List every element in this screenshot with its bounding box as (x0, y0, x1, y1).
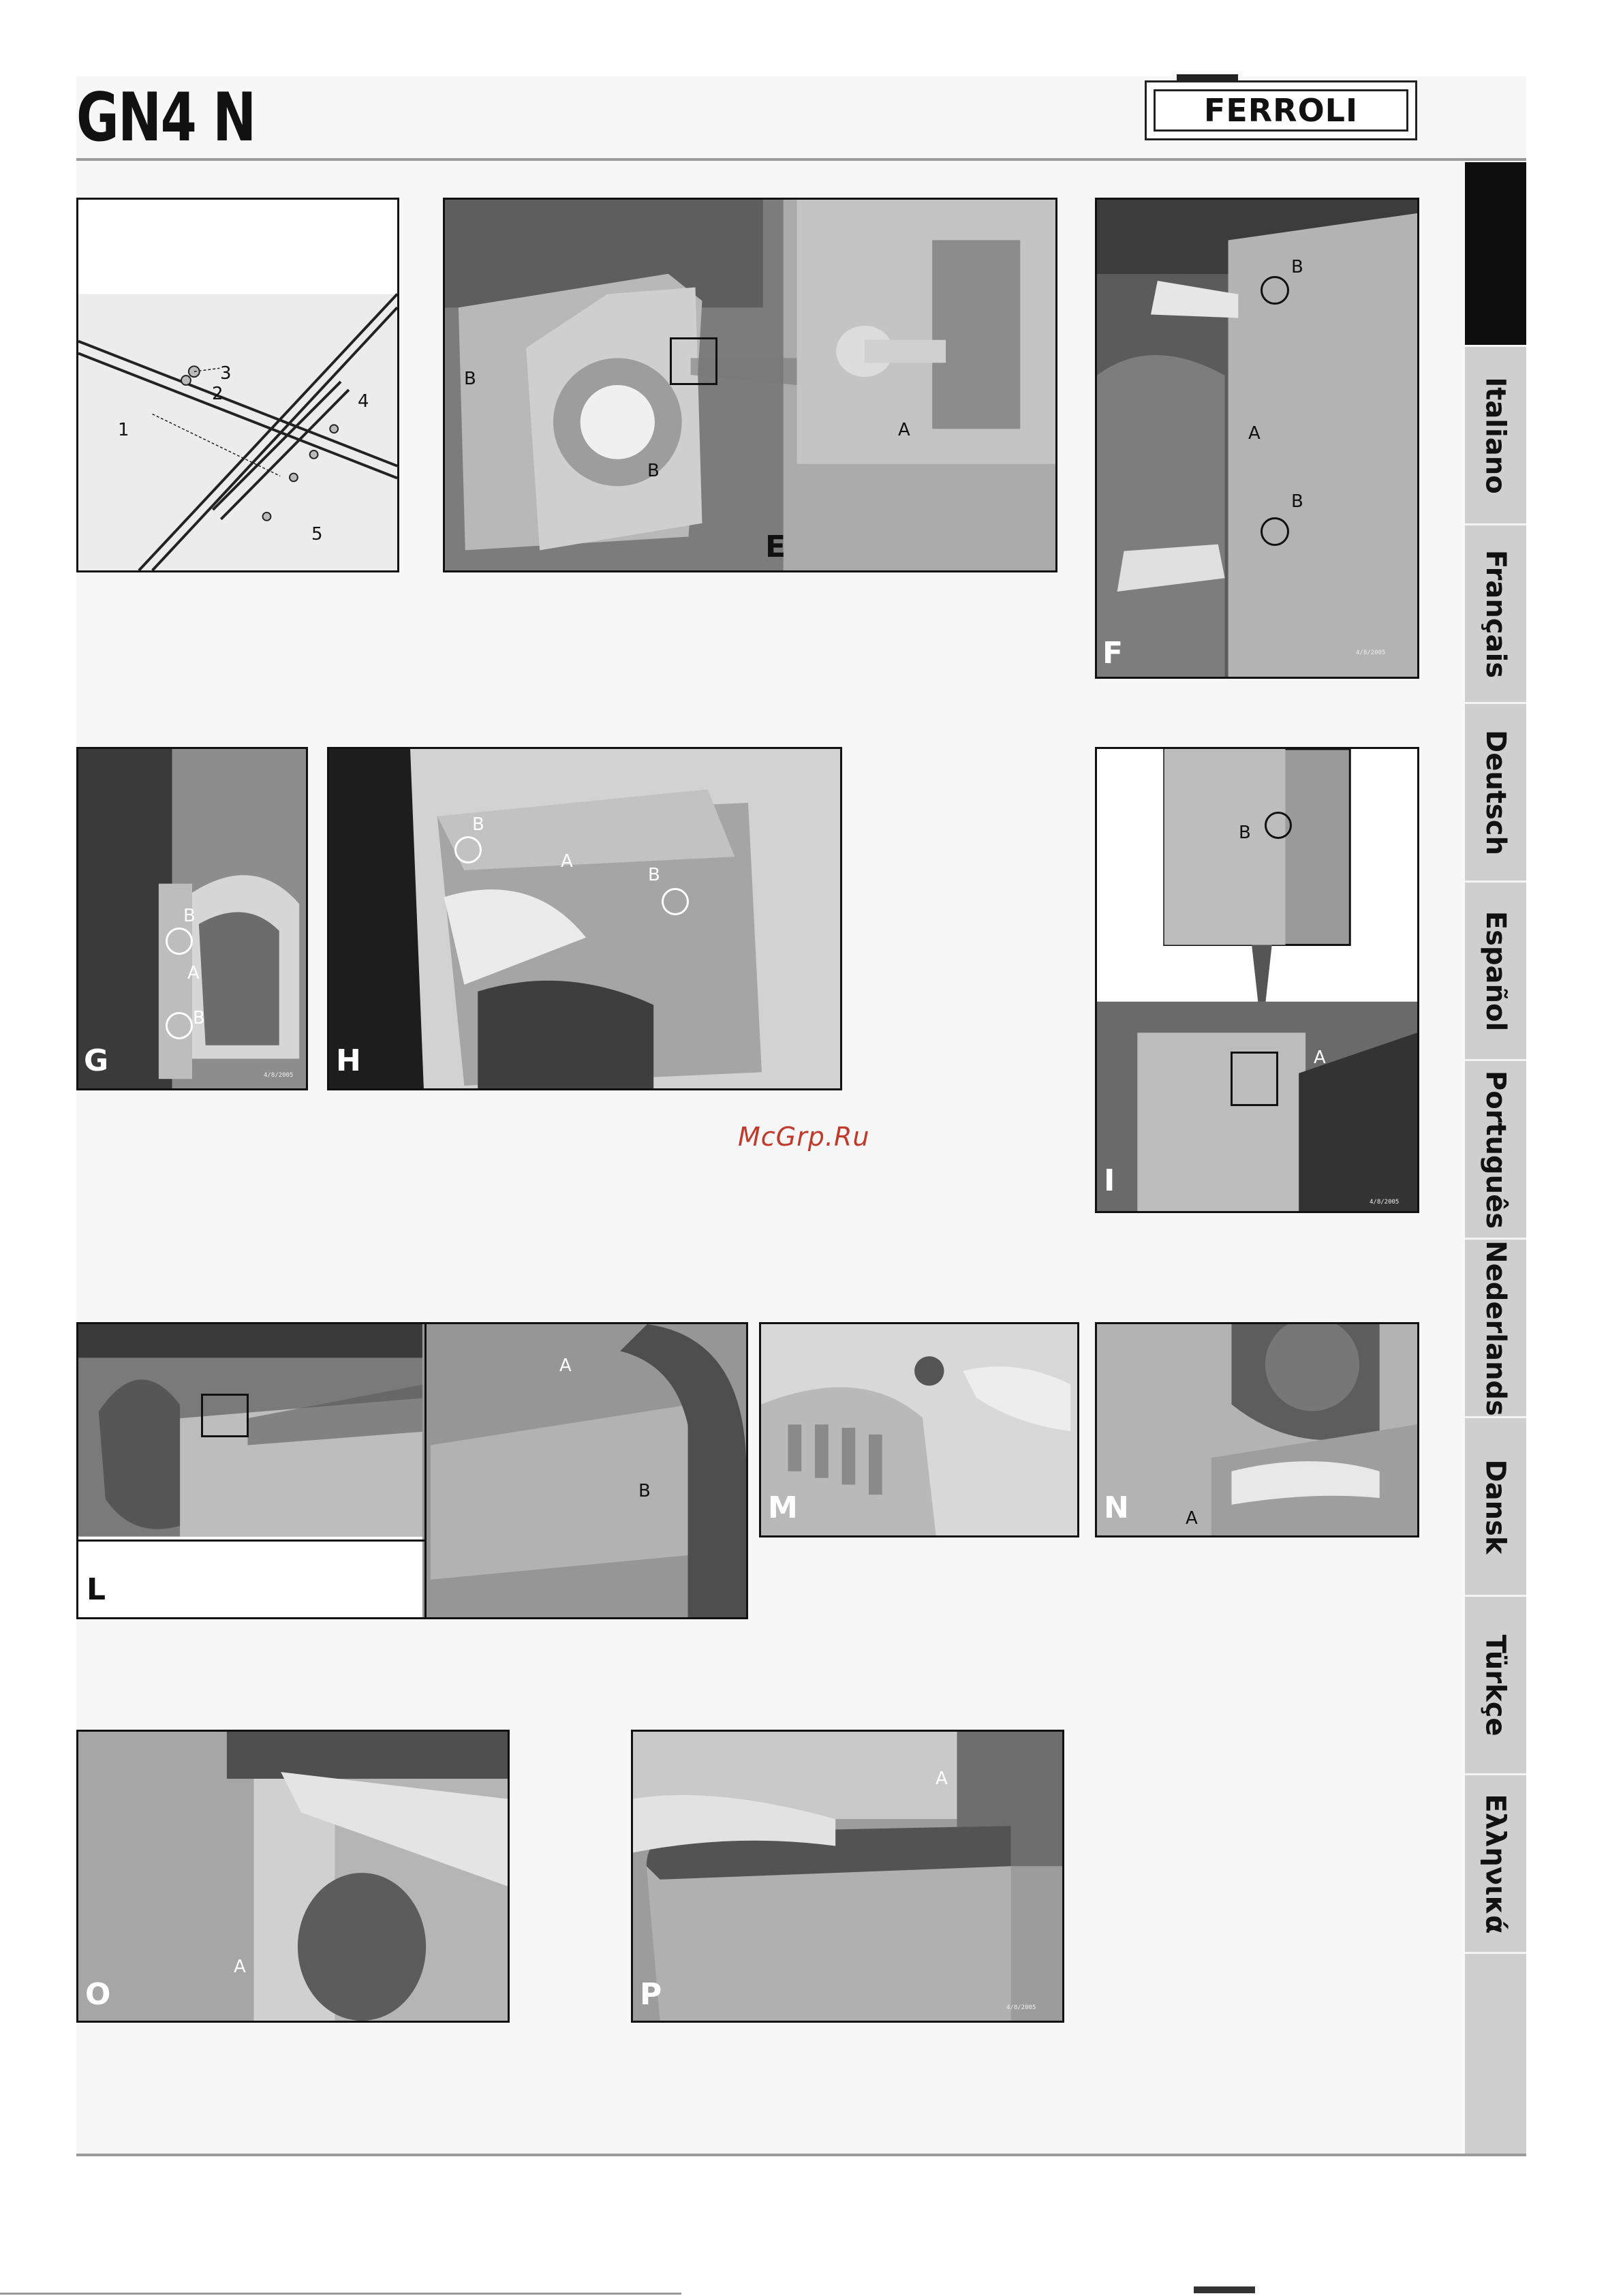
callout-a: A (1314, 1047, 1326, 1068)
callout-a: A (187, 963, 200, 983)
tab-dansk[interactable]: Dansk (1465, 1416, 1526, 1595)
callout-a: A (898, 420, 910, 440)
callout-b-left: B (472, 814, 484, 835)
figure-label-p: P (640, 1977, 662, 2012)
ferroli-logo (1145, 80, 1417, 140)
callout-2: 2 (212, 384, 223, 404)
figure-label-f: F (1102, 636, 1124, 671)
figure-m-photo (759, 1322, 1079, 1537)
logo-flag-mark (1177, 74, 1238, 82)
figure-label-i: I (1104, 1163, 1115, 1198)
figure-label-g: G (84, 1043, 109, 1078)
callout-b-left: B (464, 369, 476, 389)
figure-f-photo (1095, 198, 1419, 679)
photo-date-stamp: 4/8/2005 (1356, 649, 1386, 656)
photo-date-stamp: 4/8/2005 (1006, 2004, 1036, 2011)
screw-marker-b (1265, 812, 1292, 839)
tab-italiano[interactable]: Italiano (1465, 345, 1526, 523)
figure-n-photo (1095, 1322, 1419, 1537)
photo-date-stamp: 4/8/2005 (264, 1072, 294, 1079)
page-title: GN4 N (76, 79, 256, 157)
callout-b-right: B (648, 865, 660, 885)
screw-marker-b-top (166, 928, 193, 955)
figure-l-photo (76, 1322, 748, 1619)
screw-marker-b-bottom (166, 1012, 193, 1039)
callout-b-top: B (1291, 257, 1303, 277)
tab-nederlands[interactable]: Nederlands (1465, 1238, 1526, 1416)
screw-marker-b-top (1261, 276, 1289, 305)
figure-label-m: M (768, 1490, 798, 1525)
tab-ellinika[interactable]: Ελληνικά (1465, 1773, 1526, 1952)
figure-h-photo (327, 747, 842, 1090)
callout-4: 4 (358, 391, 369, 412)
zoom-box (201, 1394, 249, 1437)
callout-b: B (1239, 823, 1251, 843)
panel-divider (78, 1540, 424, 1542)
figure-label-o: O (85, 1977, 111, 2012)
page-edge-rule (0, 2293, 681, 2295)
callout-a: A (1248, 423, 1261, 444)
figure-o-photo (76, 1730, 510, 2023)
callout-b-bottom: B (193, 1008, 205, 1028)
callout-3: 3 (220, 363, 232, 384)
sidebar-header-block (1465, 162, 1526, 345)
screw-marker-b-left (454, 836, 482, 863)
watermark-text: McGrp.Ru (738, 1122, 870, 1152)
zoom-box (1231, 1052, 1278, 1106)
figure-label-e: E (765, 530, 786, 564)
tab-espanol[interactable]: Español (1465, 881, 1526, 1059)
figure-label-h: H (336, 1043, 361, 1078)
callout-b-bottom: B (1291, 491, 1303, 512)
callout-a: A (234, 1957, 246, 1977)
figure-p-photo (631, 1730, 1064, 2023)
callout-5: 5 (311, 524, 323, 545)
callout-b-top: B (183, 906, 196, 926)
zoom-box (670, 337, 717, 385)
tab-francais[interactable]: Français (1465, 523, 1526, 702)
callout-a: A (561, 851, 573, 872)
figure-label-l: L (87, 1572, 106, 1607)
tab-deutsch[interactable]: Deutsch (1465, 702, 1526, 881)
figure-g-photo (76, 747, 308, 1090)
figure-e-photo (443, 198, 1057, 572)
tab-turkce[interactable]: Türkçe (1465, 1595, 1526, 1773)
footer-rule (76, 2154, 1526, 2156)
callout-a: A (936, 1769, 948, 1789)
screw-marker-b-right (662, 888, 689, 915)
page-edge-mark (1194, 2286, 1255, 2293)
callout-a: A (1186, 1508, 1198, 1529)
tab-empty (1465, 1952, 1526, 2154)
tab-portugues[interactable]: Português (1465, 1059, 1526, 1238)
logo-text: FERROLI (1154, 89, 1408, 132)
callout-b: B (638, 1481, 651, 1501)
language-sidebar (1465, 162, 1526, 2154)
panel-divider (424, 1324, 427, 1619)
callout-1: 1 (118, 420, 129, 440)
photo-date-stamp: 4/8/2005 (1370, 1199, 1400, 1206)
callout-b-right: B (647, 461, 660, 481)
callout-a: A (559, 1356, 572, 1376)
header-rule (76, 158, 1526, 161)
figure-label-n: N (1104, 1490, 1129, 1525)
figure-d-drawing (76, 198, 399, 572)
screw-marker-b-bottom (1261, 517, 1289, 546)
figure-i-photo (1095, 747, 1419, 1213)
